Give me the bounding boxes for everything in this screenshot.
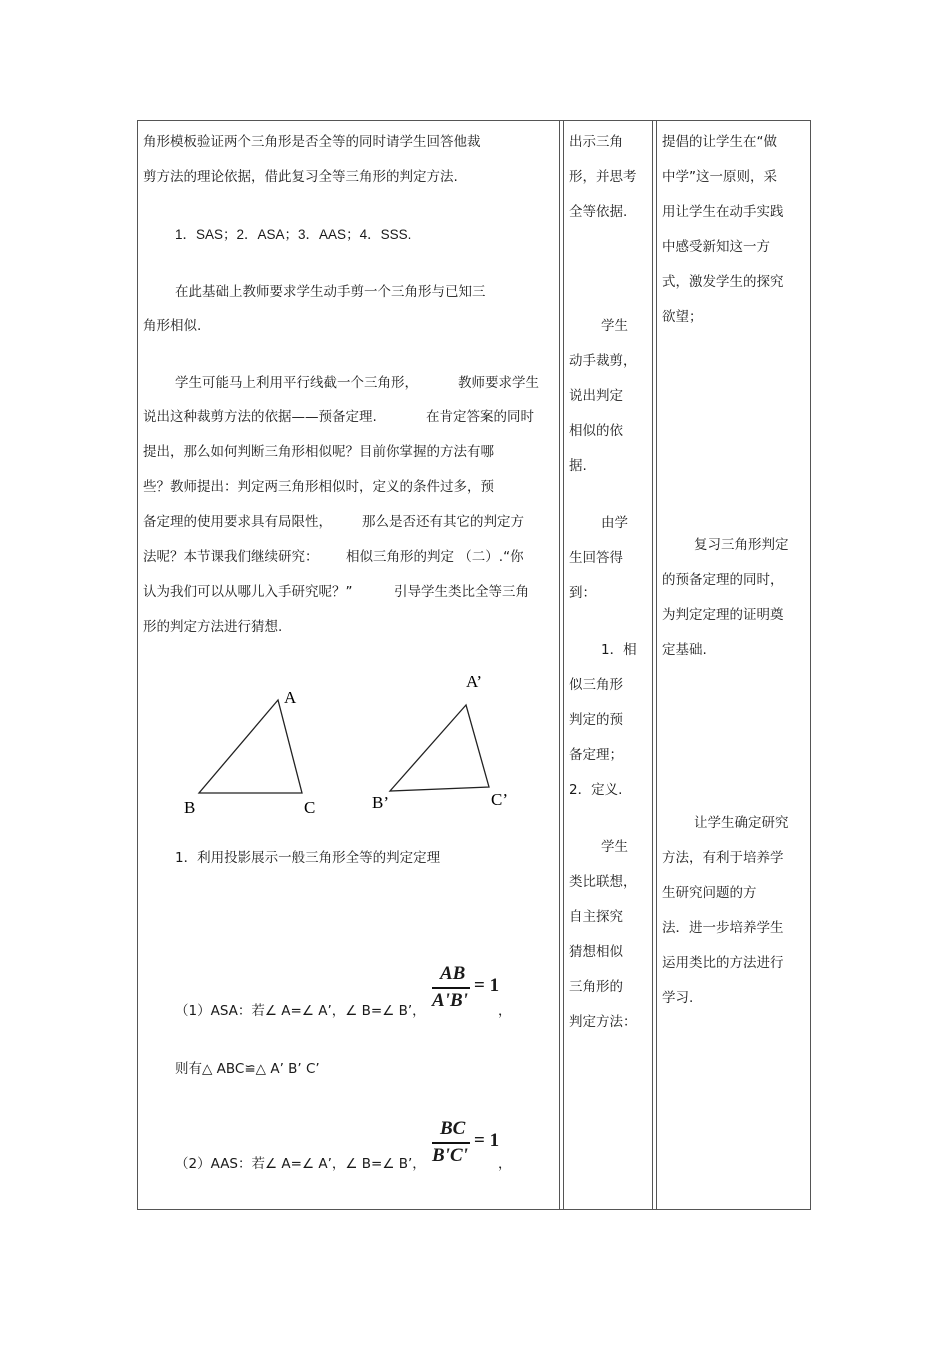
fraction-bar xyxy=(432,1142,470,1144)
activity-line: 1．相 xyxy=(601,642,637,658)
intent-line: 生研究问题的方 xyxy=(662,885,757,901)
paragraph-line: 在肯定答案的同时 xyxy=(426,409,534,425)
projection-heading: 1．利用投影展示一般三角形全等的判定定理 xyxy=(175,850,441,866)
paragraph-line: 那么是否还有其它的判定方 xyxy=(362,514,524,530)
triangle-figures xyxy=(170,665,530,825)
paragraph-line: 相似三角形的判定 （二）.“你 xyxy=(346,549,524,565)
vertex-label-c: C xyxy=(304,798,316,817)
paragraph-line: 学生可能马上利用平行线截一个三角形， xyxy=(175,375,418,391)
fraction-bar xyxy=(432,987,470,989)
asa-conclusion: 则有△ ABC≌△ A’ B’ C’ xyxy=(175,1061,320,1077)
column-divider xyxy=(656,120,657,1210)
paragraph-line: 引导学生类比全等三角 xyxy=(394,584,529,600)
activity-line: 2．定义. xyxy=(569,782,623,798)
paragraph-line: 提出，那么如何判断三角形相似呢？目前你掌握的方法有哪 xyxy=(143,444,494,460)
column-divider xyxy=(559,120,560,1210)
activity-line: 学生 xyxy=(601,318,628,334)
paragraph-line: 教师要求学生 xyxy=(458,375,539,391)
ratio-bc-fraction xyxy=(432,1118,502,1173)
intent-line: 为判定定理的证明奠 xyxy=(662,607,784,623)
paragraph-line: 在此基础上教师要求学生动手剪一个三角形与已知三 xyxy=(175,284,486,300)
intent-line: 运用类比的方法进行 xyxy=(662,955,784,971)
asa-condition: （1）ASA：若∠ A=∠ A’，∠ B=∠ B’， xyxy=(175,1003,426,1019)
activity-line: 据. xyxy=(569,458,587,474)
vertex-label-b: B xyxy=(184,798,196,817)
intent-line: 欲望； xyxy=(662,309,703,325)
paragraph-line: 认为我们可以从哪儿入手研究呢？” xyxy=(143,584,353,600)
activity-line: 生回答得 xyxy=(569,550,623,566)
ratio-ab-fraction xyxy=(432,963,502,1018)
activity-line: 学生 xyxy=(601,839,628,855)
activity-line: 判定方法： xyxy=(569,1014,637,1030)
activity-line: 说出判定 xyxy=(569,388,623,404)
vertex-label-b-prime: B’ xyxy=(372,793,389,812)
triangle-abc xyxy=(184,688,315,817)
paragraph-line: 备定理的使用要求具有局限性， xyxy=(143,514,332,530)
intent-line: 让学生确定研究 xyxy=(694,815,789,831)
congruence-methods-list: 1．SAS；2．ASA；3．AAS；4．SSS. xyxy=(175,227,412,242)
activity-line: 出示三角 xyxy=(569,134,623,150)
intent-line: 学习. xyxy=(662,990,694,1006)
activity-line: 三角形的 xyxy=(569,979,623,995)
activity-line: 类比联想， xyxy=(569,874,637,890)
column-divider xyxy=(563,120,564,1210)
vertex-label-a-prime: A’ xyxy=(466,672,483,691)
activity-line: 似三角形 xyxy=(569,677,623,693)
activity-line: 自主探究 xyxy=(569,909,623,925)
comma: ， xyxy=(498,1003,512,1019)
activity-line: 猜想相似 xyxy=(569,944,623,960)
paragraph-line: 形的判定方法进行猜想. xyxy=(143,619,283,635)
paragraph-line: 说出这种裁剪方法的依据——预备定理. xyxy=(143,409,377,425)
triangle-a-prime-b-prime-c-prime xyxy=(372,672,508,812)
activity-line: 动手裁剪， xyxy=(569,353,637,369)
activity-line: 全等依据. xyxy=(569,204,628,220)
intent-line: 中感受新知这一方 xyxy=(662,239,770,255)
intent-line: 提倡的让学生在“做 xyxy=(662,134,777,150)
paragraph-line: 些？教师提出：判定两三角形相似时，定义的条件过多，预 xyxy=(143,479,494,495)
intent-line: 中学”这一原则，采 xyxy=(662,169,777,185)
fraction-denominator: A'B' xyxy=(432,990,468,1011)
aas-condition: （2）AAS：若∠ A=∠ A’，∠ B=∠ B’， xyxy=(175,1156,426,1172)
activity-line: 相似的依 xyxy=(569,423,623,439)
paragraph-line: 法呢？本节课我们继续研究： xyxy=(143,549,319,565)
paragraph-line: 剪方法的理论依据，借此复习全等三角形的判定方法. xyxy=(143,169,458,185)
intent-line: 法．进一步培养学生 xyxy=(662,920,784,936)
fraction-denominator: B'C' xyxy=(432,1145,468,1166)
activity-line: 判定的预 xyxy=(569,712,623,728)
fraction-value: = 1 xyxy=(474,975,500,996)
fraction-numerator: BC xyxy=(440,1118,466,1139)
intent-line: 定基础. xyxy=(662,642,707,658)
vertex-label-a: A xyxy=(284,688,297,707)
activity-line: 由学 xyxy=(601,515,628,531)
vertex-label-c-prime: C’ xyxy=(491,790,508,809)
intent-line: 的预备定理的同时， xyxy=(662,572,784,588)
fraction-numerator: AB xyxy=(440,963,466,984)
column-divider xyxy=(652,120,653,1210)
activity-line: 形，并思考 xyxy=(569,169,637,185)
paragraph-line: 角形相似. xyxy=(143,318,202,334)
activity-line: 备定理； xyxy=(569,747,623,763)
fraction-value: = 1 xyxy=(474,1130,500,1151)
paragraph-line: 角形模板验证两个三角形是否全等的同时请学生回答他裁 xyxy=(143,134,481,150)
intent-line: 方法，有利于培养学 xyxy=(662,850,784,866)
intent-line: 复习三角形判定 xyxy=(694,537,789,553)
intent-line: 用让学生在动手实践 xyxy=(662,204,784,220)
intent-line: 式，激发学生的探究 xyxy=(662,274,784,290)
activity-line: 到： xyxy=(569,585,596,601)
comma: ， xyxy=(498,1156,512,1172)
